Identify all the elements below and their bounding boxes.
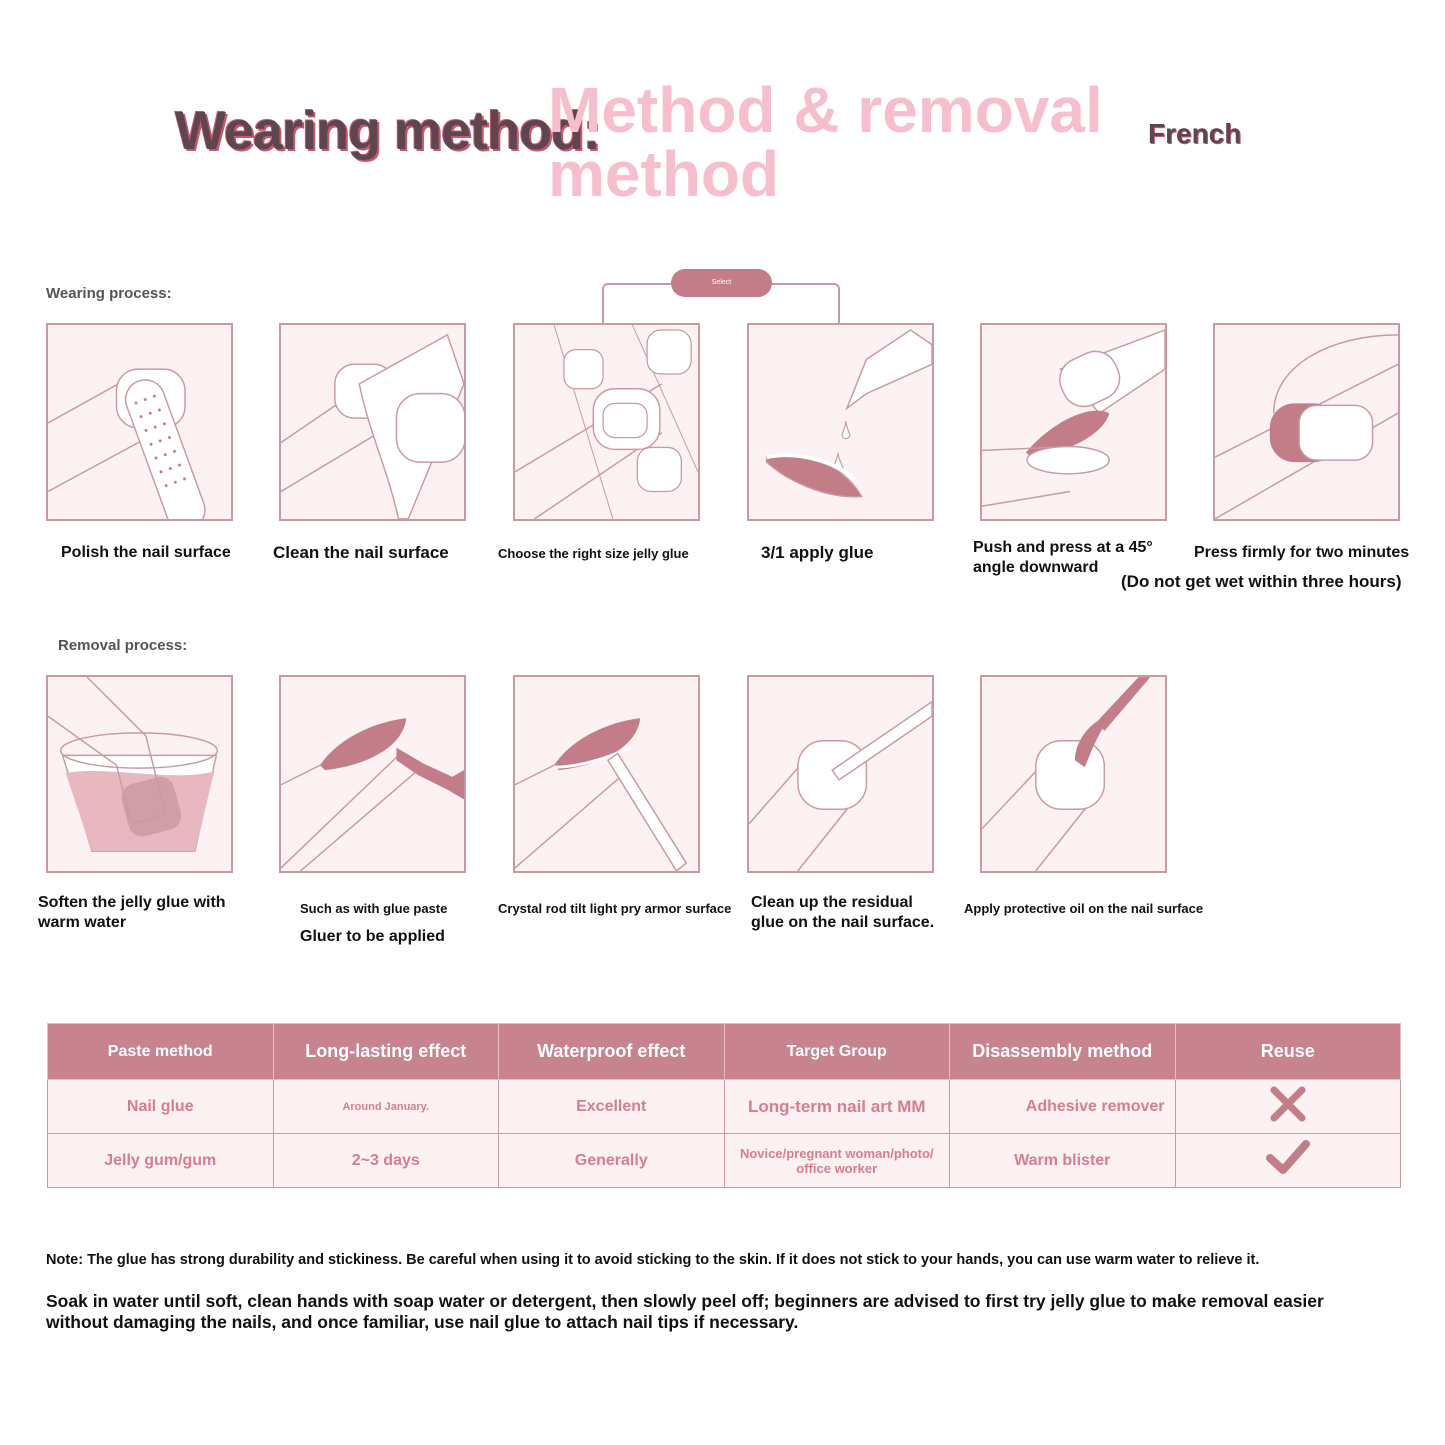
table-row — [48, 1134, 1401, 1188]
overlay-title: Method & removal method — [548, 74, 1103, 210]
header-target-group: Target Group — [724, 1024, 950, 1080]
page-title: Wearing method: — [175, 101, 601, 161]
table-row — [48, 1080, 1401, 1134]
header-reuse: Reuse — [1175, 1024, 1401, 1080]
cell-removal: Adhesive remover — [950, 1080, 1176, 1134]
removal-caption-2: Such as with glue paste — [300, 901, 448, 916]
glue-bottle-icon — [749, 325, 932, 519]
wearing-step-6-illustration — [1213, 323, 1400, 521]
cell-target: Novice/pregnant woman/photo/ office worker — [724, 1134, 950, 1188]
press-firmly-icon — [1215, 325, 1398, 519]
wearing-step-1-illustration — [46, 323, 233, 521]
table-header-row — [48, 1024, 1401, 1080]
removal-caption-1b: warm water — [38, 914, 127, 931]
warm-water-bowl-icon — [48, 677, 231, 871]
header-disassembly: Disassembly method — [950, 1024, 1176, 1080]
cell-method: Jelly gum/gum — [48, 1134, 274, 1188]
wearing-step-5-illustration — [980, 323, 1167, 521]
style-label: French — [1148, 118, 1242, 149]
note-removal-advice: Soak in water until soft, clean hands with soap water or detergent, then slowly peel off; beginners are advised to first try jelly glue to make removal easier without damaging the nails, and once familiar, use nail glue to attach nail tips if necessary. — [46, 1291, 1324, 1332]
cell-reuse — [1175, 1134, 1401, 1188]
comparison-table — [47, 1023, 1401, 1188]
header-waterproof: Waterproof effect — [499, 1024, 725, 1080]
wearing-process-label: Wearing process: — [46, 285, 172, 302]
wearing-caption-6: Press firmly for two minutes — [1194, 544, 1410, 561]
wearing-caption-5b: angle downward — [973, 559, 1099, 576]
cell-method: Nail glue — [48, 1080, 274, 1134]
cell-waterproof: Excellent — [499, 1080, 725, 1134]
removal-process-label: Removal process: — [58, 637, 188, 654]
removal-caption-1: Soften the jelly glue with — [38, 894, 226, 911]
header-long-lasting: Long-lasting effect — [273, 1024, 499, 1080]
jelly-glue-sheet-icon — [515, 325, 698, 519]
removal-caption-2b: Gluer to be applied — [300, 928, 445, 945]
wearing-step-2-illustration — [279, 323, 466, 521]
cell-waterproof: Generally — [499, 1134, 725, 1188]
nail-file-icon — [48, 325, 231, 519]
cell-removal: Warm blister — [950, 1134, 1176, 1188]
wearing-caption-6b: (Do not get wet within three hours) — [1121, 572, 1402, 591]
removal-caption-3: Crystal rod tilt light pry armor surface — [498, 901, 732, 916]
wearing-caption-4: 3/1 apply glue — [761, 543, 874, 562]
wearing-step-3-illustration — [513, 323, 700, 521]
note-glue-warning: Note: The glue has strong durability and stickiness. Be careful when using it to avoid sticking to the skin. If it does not stick to your hands, you can use warm water to relieve it. — [46, 1252, 1260, 1268]
check-icon — [1265, 1138, 1311, 1178]
removal-caption-4b: glue on the nail surface. — [751, 914, 935, 931]
cell-duration: 2~3 days — [273, 1134, 499, 1188]
clean-nail-icon — [281, 325, 464, 519]
wearing-caption-3: Choose the right size jelly glue — [498, 546, 689, 561]
press-nail-45-icon — [982, 325, 1165, 519]
header-paste-method: Paste method — [48, 1024, 274, 1080]
cell-duration: Around January. — [273, 1080, 499, 1134]
nail-oil-brush-icon — [982, 677, 1165, 871]
removal-step-1-illustration — [46, 675, 233, 873]
cell-target: Long-term nail art MM — [724, 1080, 950, 1134]
wearing-step-4-illustration — [747, 323, 934, 521]
removal-step-2-illustration — [279, 675, 466, 873]
select-badge: Select — [671, 269, 772, 297]
removal-step-3-illustration — [513, 675, 700, 873]
clean-residual-icon — [749, 677, 932, 871]
crystal-rod-icon — [515, 677, 698, 871]
glue-paste-icon — [281, 677, 464, 871]
cell-reuse — [1175, 1080, 1401, 1134]
removal-caption-4: Clean up the residual — [751, 894, 913, 911]
wearing-caption-2: Clean the nail surface — [273, 543, 449, 562]
cross-icon — [1268, 1084, 1308, 1124]
removal-step-4-illustration — [747, 675, 934, 873]
wearing-caption-5: Push and press at a 45° — [973, 539, 1153, 556]
removal-caption-5: Apply protective oil on the nail surface — [964, 901, 1204, 916]
removal-step-5-illustration — [980, 675, 1167, 873]
wearing-caption-1: Polish the nail surface — [61, 544, 231, 561]
